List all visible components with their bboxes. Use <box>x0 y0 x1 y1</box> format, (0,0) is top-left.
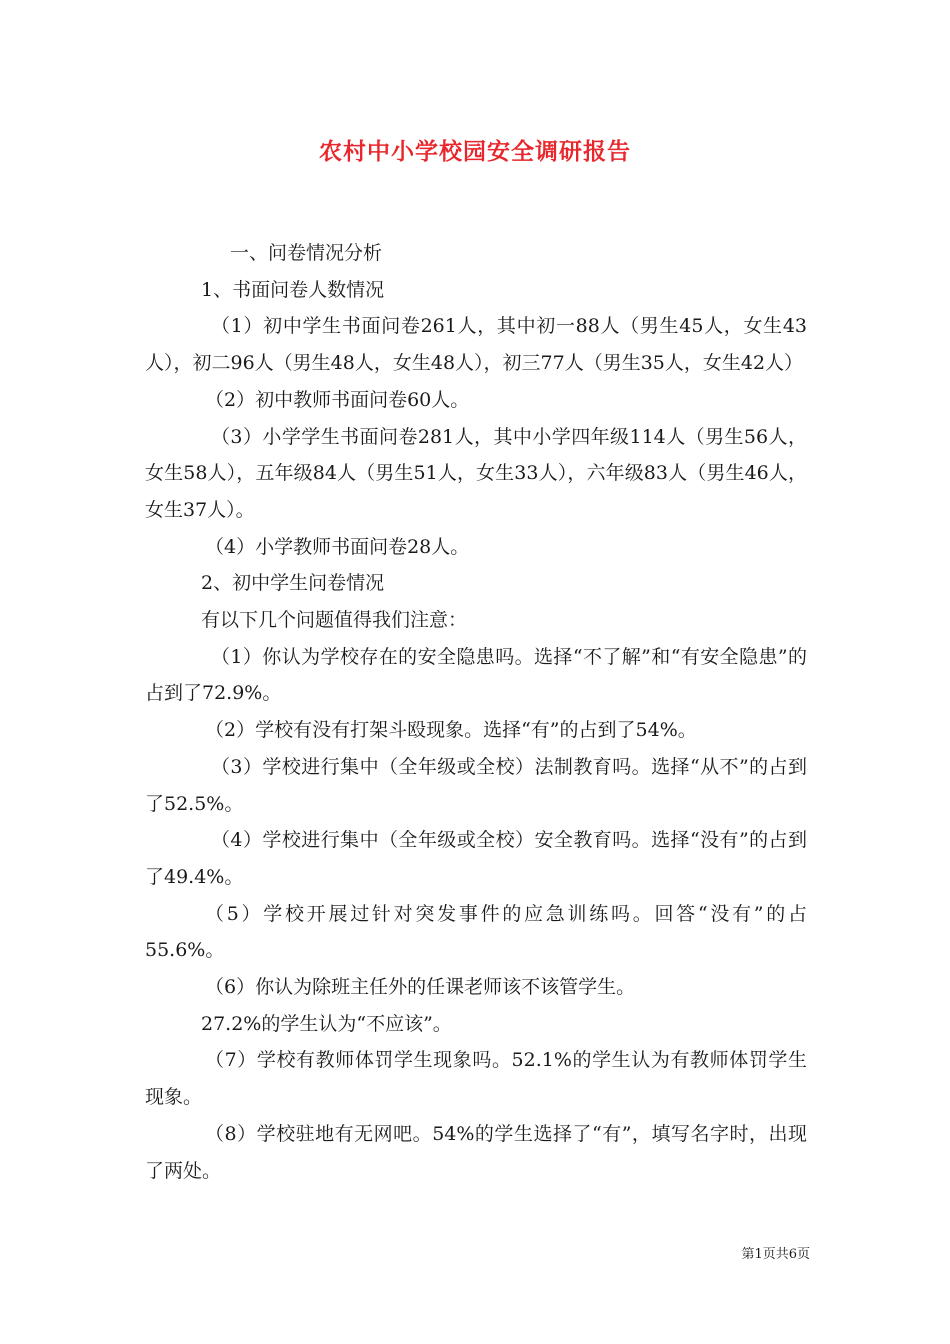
paragraph: 有以下几个问题值得我们注意： <box>201 609 468 632</box>
paragraph: 27.2%的学生认为“不应该”。 <box>201 1012 452 1035</box>
paragraph: （3）小学学生书面问卷281人，其中小学四年级114人（男生56人，女生58人），五年级84人（男生51人，女生33人），六年级83人（男生46人，女生37人）。 <box>145 425 807 521</box>
paragraph: （7）学校有教师体罚学生现象吗。52.1%的学生认为有教师体罚学生现象。 <box>145 1049 807 1109</box>
page-number-footer: 第1页共6页 <box>741 1247 810 1262</box>
paragraph: （4）学校进行集中（全年级或全校）安全教育吗。选择“没有”的占到了49.4%。 <box>145 829 807 888</box>
paragraph: （2）初中教师书面问卷60人。 <box>205 388 470 411</box>
document-body <box>145 235 807 1189</box>
paragraph: （5）学校开展过针对突发事件的应急训练吗。回答“没有”的占55.6%。 <box>145 902 807 962</box>
document-title: 农村中小学校园安全调研报告 <box>319 139 631 165</box>
paragraph: （2）学校有没有打架斗殴现象。选择“有”的占到了54%。 <box>205 719 697 742</box>
paragraph: 1、书面问卷人数情况 <box>201 278 385 301</box>
paragraph: （1）你认为学校存在的安全隐患吗。选择“不了解”和“有安全隐患”的占到了72.9%。 <box>145 645 807 705</box>
paragraph: （8）学校驻地有无网吧。54%的学生选择了“有”，填写名字时，出现了两处。 <box>145 1122 807 1182</box>
paragraph: （4）小学教师书面问卷28人。 <box>205 535 470 558</box>
paragraph: （6）你认为除班主任外的任课老师该不该管学生。 <box>205 976 636 999</box>
paragraph: 一、问卷情况分析 <box>230 242 383 264</box>
paragraph: （1）初中学生书面问卷261人，其中初一88人（男生45人，女生43人），初二96人（男生48人，女生48人），初三77人（男生35人，女生42人） <box>145 315 807 375</box>
paragraph: （3）学校进行集中（全年级或全校）法制教育吗。选择“从不”的占到了52.5%。 <box>145 755 807 815</box>
paragraph: 2、初中学生问卷情况 <box>201 572 385 595</box>
